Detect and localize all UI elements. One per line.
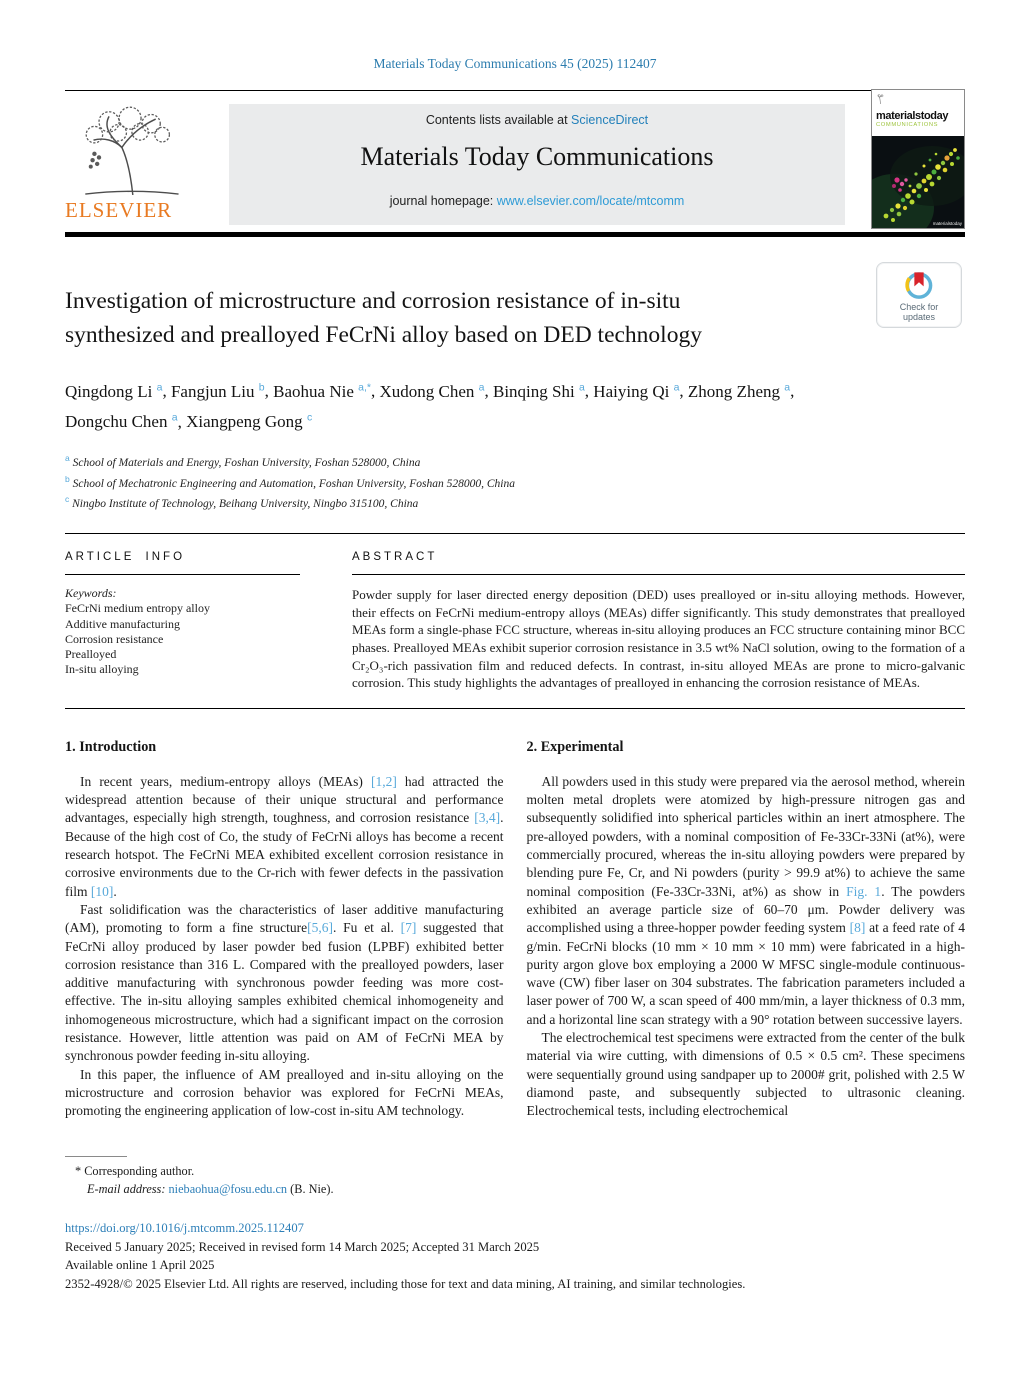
elsevier-logo	[65, 104, 223, 225]
affiliation-superscript: a	[65, 453, 70, 464]
author-name: Baohua Nie $^{a,*}$	[273, 381, 371, 401]
body-text: All powders used in this study were prepared via the aerosol method, wherein molten metal droplets were atomized by high-pressure nitrogen gas and subsequently solidified into spherical particles within an inert atmosphere. The pre-alloyed powders, with a nominal composition of Fe-33Cr-33Ni (at%), were commercially procured, whereas the in-situ alloying powders were prepared by blending pure Fe, Cr, and Ni powders (purity > 99.9 at%) to achieve the same nominal composition (Fe-33Cr-33Ni, at%) as show in	[526, 773, 965, 899]
inline-citation-link[interactable]: [7]	[400, 920, 417, 936]
footnote-rule	[65, 1156, 127, 1157]
affiliation-superscript: c	[65, 493, 70, 504]
email-line	[65, 1182, 965, 1197]
keywords-label: Keywords:	[65, 586, 117, 601]
email-suffix: (B. Nie).	[287, 1182, 334, 1196]
journal-cover-thumbnail	[871, 89, 965, 229]
top-rule	[65, 90, 965, 91]
body-text: . The powders exhibited an average particle size of 60–70 μm. Powder delivery was accomplished using a three-hopper powder feeding system	[526, 883, 965, 936]
author-name: Zhong Zheng $^a$	[687, 381, 791, 401]
keyword: FeCrNi medium entropy alloy	[65, 601, 210, 616]
abstract-column	[352, 551, 965, 692]
email-label: E-mail address:	[87, 1182, 166, 1196]
inline-citation-link[interactable]: [10]	[90, 883, 114, 899]
author-list: Qingdong Li $^a$, Fangjun Liu $^b$, Baohua Nie $^{a,*}$, Xudong Chen $^a$, Binqing Shi $^a$, Haiying Qi $^a$, Zhong Zheng $^a$, Dongchu Chen $^a$, Xiangpeng Gong $^c$	[65, 381, 795, 432]
author-affiliation-superscript: a	[156, 381, 163, 393]
cover-footer-brand: materialstoday	[932, 221, 962, 226]
body-text: .	[113, 883, 117, 899]
issn-copyright-line: 2352-4928/© 2025 Elsevier Ltd. All rights are reserved, including those for text and data mining, AI training, and similar technologies.	[65, 1276, 746, 1291]
left-column	[65, 739, 504, 1121]
experimental-paragraph-2	[527, 1029, 966, 1120]
body-text: . Because of the high cost of Co, the study of FeCrNi alloys has become a recent research hotspot. The FeCrNi MEA exhibited excellent corrosion resistance in corrosive environments due to the Cr-rich with fewer defects in the passivation film	[65, 810, 504, 899]
affiliation: $^c$ Ningbo Institute of Technology, Beihang University, Ningbo 315100, China	[65, 493, 419, 510]
author-affiliation-superscript: a,*	[358, 381, 371, 393]
author-name: Xiangpeng Gong $^c$	[186, 411, 313, 432]
author-name: Binqing Shi $^a$	[492, 381, 585, 401]
intro-paragraph-1	[65, 773, 504, 901]
intro-paragraph-3	[65, 1066, 504, 1121]
affiliation-superscript: b	[65, 473, 70, 484]
right-column	[527, 739, 966, 1121]
keyword: Corrosion resistance	[65, 631, 164, 646]
cover-brand: materialstoday	[876, 110, 949, 122]
crossmark-label-line2: updates	[902, 312, 935, 322]
footer-block	[65, 1156, 965, 1292]
keywords-list	[65, 601, 300, 677]
running-head-citation: Materials Today Communications 45 (2025) 112407	[373, 56, 657, 71]
author-name: Fangjun Liu $^b$	[170, 381, 265, 401]
article-info-column	[65, 551, 300, 692]
elsevier-tree-icon	[67, 104, 195, 200]
body-text: suggested that FeCrNi alloy produced by laser powder bed fusion (LPBF) exhibited better corrosion resistance than 316 L. Compared with the prealloyed powders, laser additive manufacturing with synchronous powder feeding was more cost-effective. The in-situ alloying samples exhibited chemical inhomogeneity and inhomogeneous microstructure, which had a significant impact on the corrosion resistance. However, little attention was paid on AM of FeCrNi MEA by synchronous powder feeding in-situ alloying.	[65, 920, 504, 1064]
intro-paragraph-2	[65, 901, 504, 1066]
info-bottom-rule	[65, 708, 965, 709]
body-text: had attracted the widespread attention because of their unique structural and performance advantages, especially high strength, toughness, and corrosion resistance	[65, 773, 504, 826]
abstract-text: Powder supply for laser directed energy deposition (DED) uses prealloyed or in-situ alloying methods. However, their effects on FeCrNi medium-entropy alloys (MEAs) differ significantly. This study demonstrates that prealloyed MEAs form a single-phase FCC structure, whereas in-situ alloying produces an FCC structure containing minor BCC phases. Prealloyed MEAs exhibit superior corrosion resistance in 3.5 wt% NaCl solution, owing to the formation of a Cr₂O₃-rich passivation film and reduced defects. In contrast, in-situ alloyed MEAs are prone to micro-galvanic corrosion. This study highlights the advantages of prealloyed in enhancing the corrosion resistance of MEAs.	[352, 587, 965, 691]
article-title-line1: Investigation of microstructure and corrosion resistance of in-situ	[65, 288, 681, 314]
inline-citation-link[interactable]: [3,4]	[474, 810, 501, 826]
author-name: Dongchu Chen $^a$	[65, 411, 178, 432]
section-heading-experimental: 2. Experimental	[526, 738, 624, 755]
elsevier-wordmark: ELSEVIER	[65, 198, 173, 222]
doi-link[interactable]: https://doi.org/10.1016/j.mtcomm.2025.112407	[65, 1221, 304, 1235]
author-name: Xudong Chen $^a$	[379, 381, 485, 401]
contents-line	[229, 113, 845, 127]
article-title	[65, 284, 825, 352]
author-name: Haiying Qi $^a$	[593, 381, 680, 401]
cover-art-image	[872, 136, 964, 228]
article-title-line2: synthesized and prealloyed FeCrNi alloy based on DED technology	[65, 322, 702, 348]
journal-title: Materials Today Communications	[360, 142, 714, 171]
cover-artwork	[872, 136, 964, 228]
author-affiliation-superscript: a	[478, 381, 485, 393]
author-affiliation-superscript: a	[673, 381, 680, 393]
inline-citation-link[interactable]: [8]	[849, 920, 866, 936]
body-text: Fast solidification was the characteristics of laser additive manufacturing (AM), promoting to form a fine structure	[65, 901, 504, 936]
article-info-rule	[65, 574, 300, 575]
body-text: . Fu et al.	[332, 920, 401, 936]
author-affiliation-superscript: c	[306, 411, 313, 424]
journal-masthead	[65, 104, 965, 225]
section-heading-introduction: 1. Introduction	[65, 738, 157, 755]
abstract-rule	[352, 574, 965, 575]
keyword: Additive manufacturing	[65, 616, 180, 631]
author-affiliation-superscript: a	[578, 381, 585, 393]
contents-prefix: Contents lists available at	[425, 113, 572, 127]
body-text: at a feed rate of 4 g/min. FeCrNi blocks (10 mm × 10 mm × 10 mm) were fabricated in a high-purity argon glove box employing a 2000 W MFSC single-module continuous-wave (CW) fiber laser on 304 substrates. The fabrication parameters included a laser power of 700 W, a scan speed of 400 mm/min, a layer thickness of 0.3 mm, and a horizontal line scan strategy with a 90° rotation between successive layers.	[526, 920, 965, 1027]
info-abstract-block	[65, 534, 965, 692]
corresponding-author-note: * Corresponding author.	[75, 1164, 195, 1178]
body-text: The electrochemical test specimens were extracted from the center of the bulk material via wire cutting, with dimensions of 0.5 × 0.5 cm². These specimens were sequentially ground using sandpaper up to 2000# grit, polished with 2.5 W diamond paste, and subsequently subjected to ultrasonic cleaning. Electrochemical tests, including electrochemical	[526, 1030, 965, 1119]
author-affiliation-superscript: b	[258, 381, 265, 393]
keyword: In-situ alloying	[65, 662, 139, 677]
author-affiliation-superscript: a	[171, 411, 178, 424]
check-for-updates-badge[interactable]	[876, 262, 962, 328]
affiliation: $^b$ School of Mechatronic Engineering and Automation, Foshan University, Foshan 528000, China	[65, 473, 515, 490]
cover-elsevier-mark-icon	[876, 94, 885, 105]
affiliation-list	[65, 451, 965, 512]
body-columns	[65, 739, 965, 1121]
title-block	[65, 284, 965, 352]
cover-header	[872, 90, 964, 136]
abstract-heading: ABSTRACT	[352, 551, 438, 564]
sciencedirect-link[interactable]: ScienceDirect	[571, 113, 649, 127]
body-text: In this paper, the influence of AM prealloyed and in-situ alloying on the microstructure and corrosion behavior was explored for FeCrNi MEAs, promoting the engineering application of low-cost in-situ AM technology.	[65, 1066, 504, 1119]
body-text: In recent years, medium-entropy alloys (MEAs)	[80, 773, 371, 789]
email-link[interactable]: niebaohua@fosu.edu.cn	[168, 1182, 288, 1196]
received-line: Received 5 January 2025; Received in revised form 14 March 2025; Accepted 31 March 2025	[65, 1239, 540, 1254]
author-name: Qingdong Li $^a$	[65, 381, 163, 401]
author-affiliation-superscript: a	[784, 381, 791, 393]
crossmark-label	[900, 302, 939, 322]
homepage-label: journal homepage:	[389, 194, 497, 208]
inline-citation-link[interactable]: [1,2]	[370, 773, 397, 789]
keyword: Prealloyed	[65, 646, 117, 661]
masthead-box	[229, 104, 845, 225]
homepage-url-link[interactable]: www.elsevier.com/locate/mtcomm	[496, 194, 685, 208]
article-info-heading: ARTICLE INFO	[65, 551, 186, 564]
affiliation: $^a$ School of Materials and Energy, Foshan University, Foshan 528000, China	[65, 453, 421, 470]
crossmark-icon	[902, 267, 936, 301]
inline-citation-link[interactable]: [5,6]	[307, 920, 333, 936]
masthead-divider-bar	[65, 232, 965, 237]
inline-citation-link[interactable]: Fig. 1	[846, 883, 882, 899]
experimental-paragraph-1	[527, 773, 966, 1029]
available-online-line: Available online 1 April 2025	[65, 1258, 215, 1272]
homepage-line	[229, 194, 845, 208]
cover-subtitle: COMMUNICATIONS	[876, 122, 939, 128]
crossmark-label-line1: Check for	[899, 302, 939, 312]
